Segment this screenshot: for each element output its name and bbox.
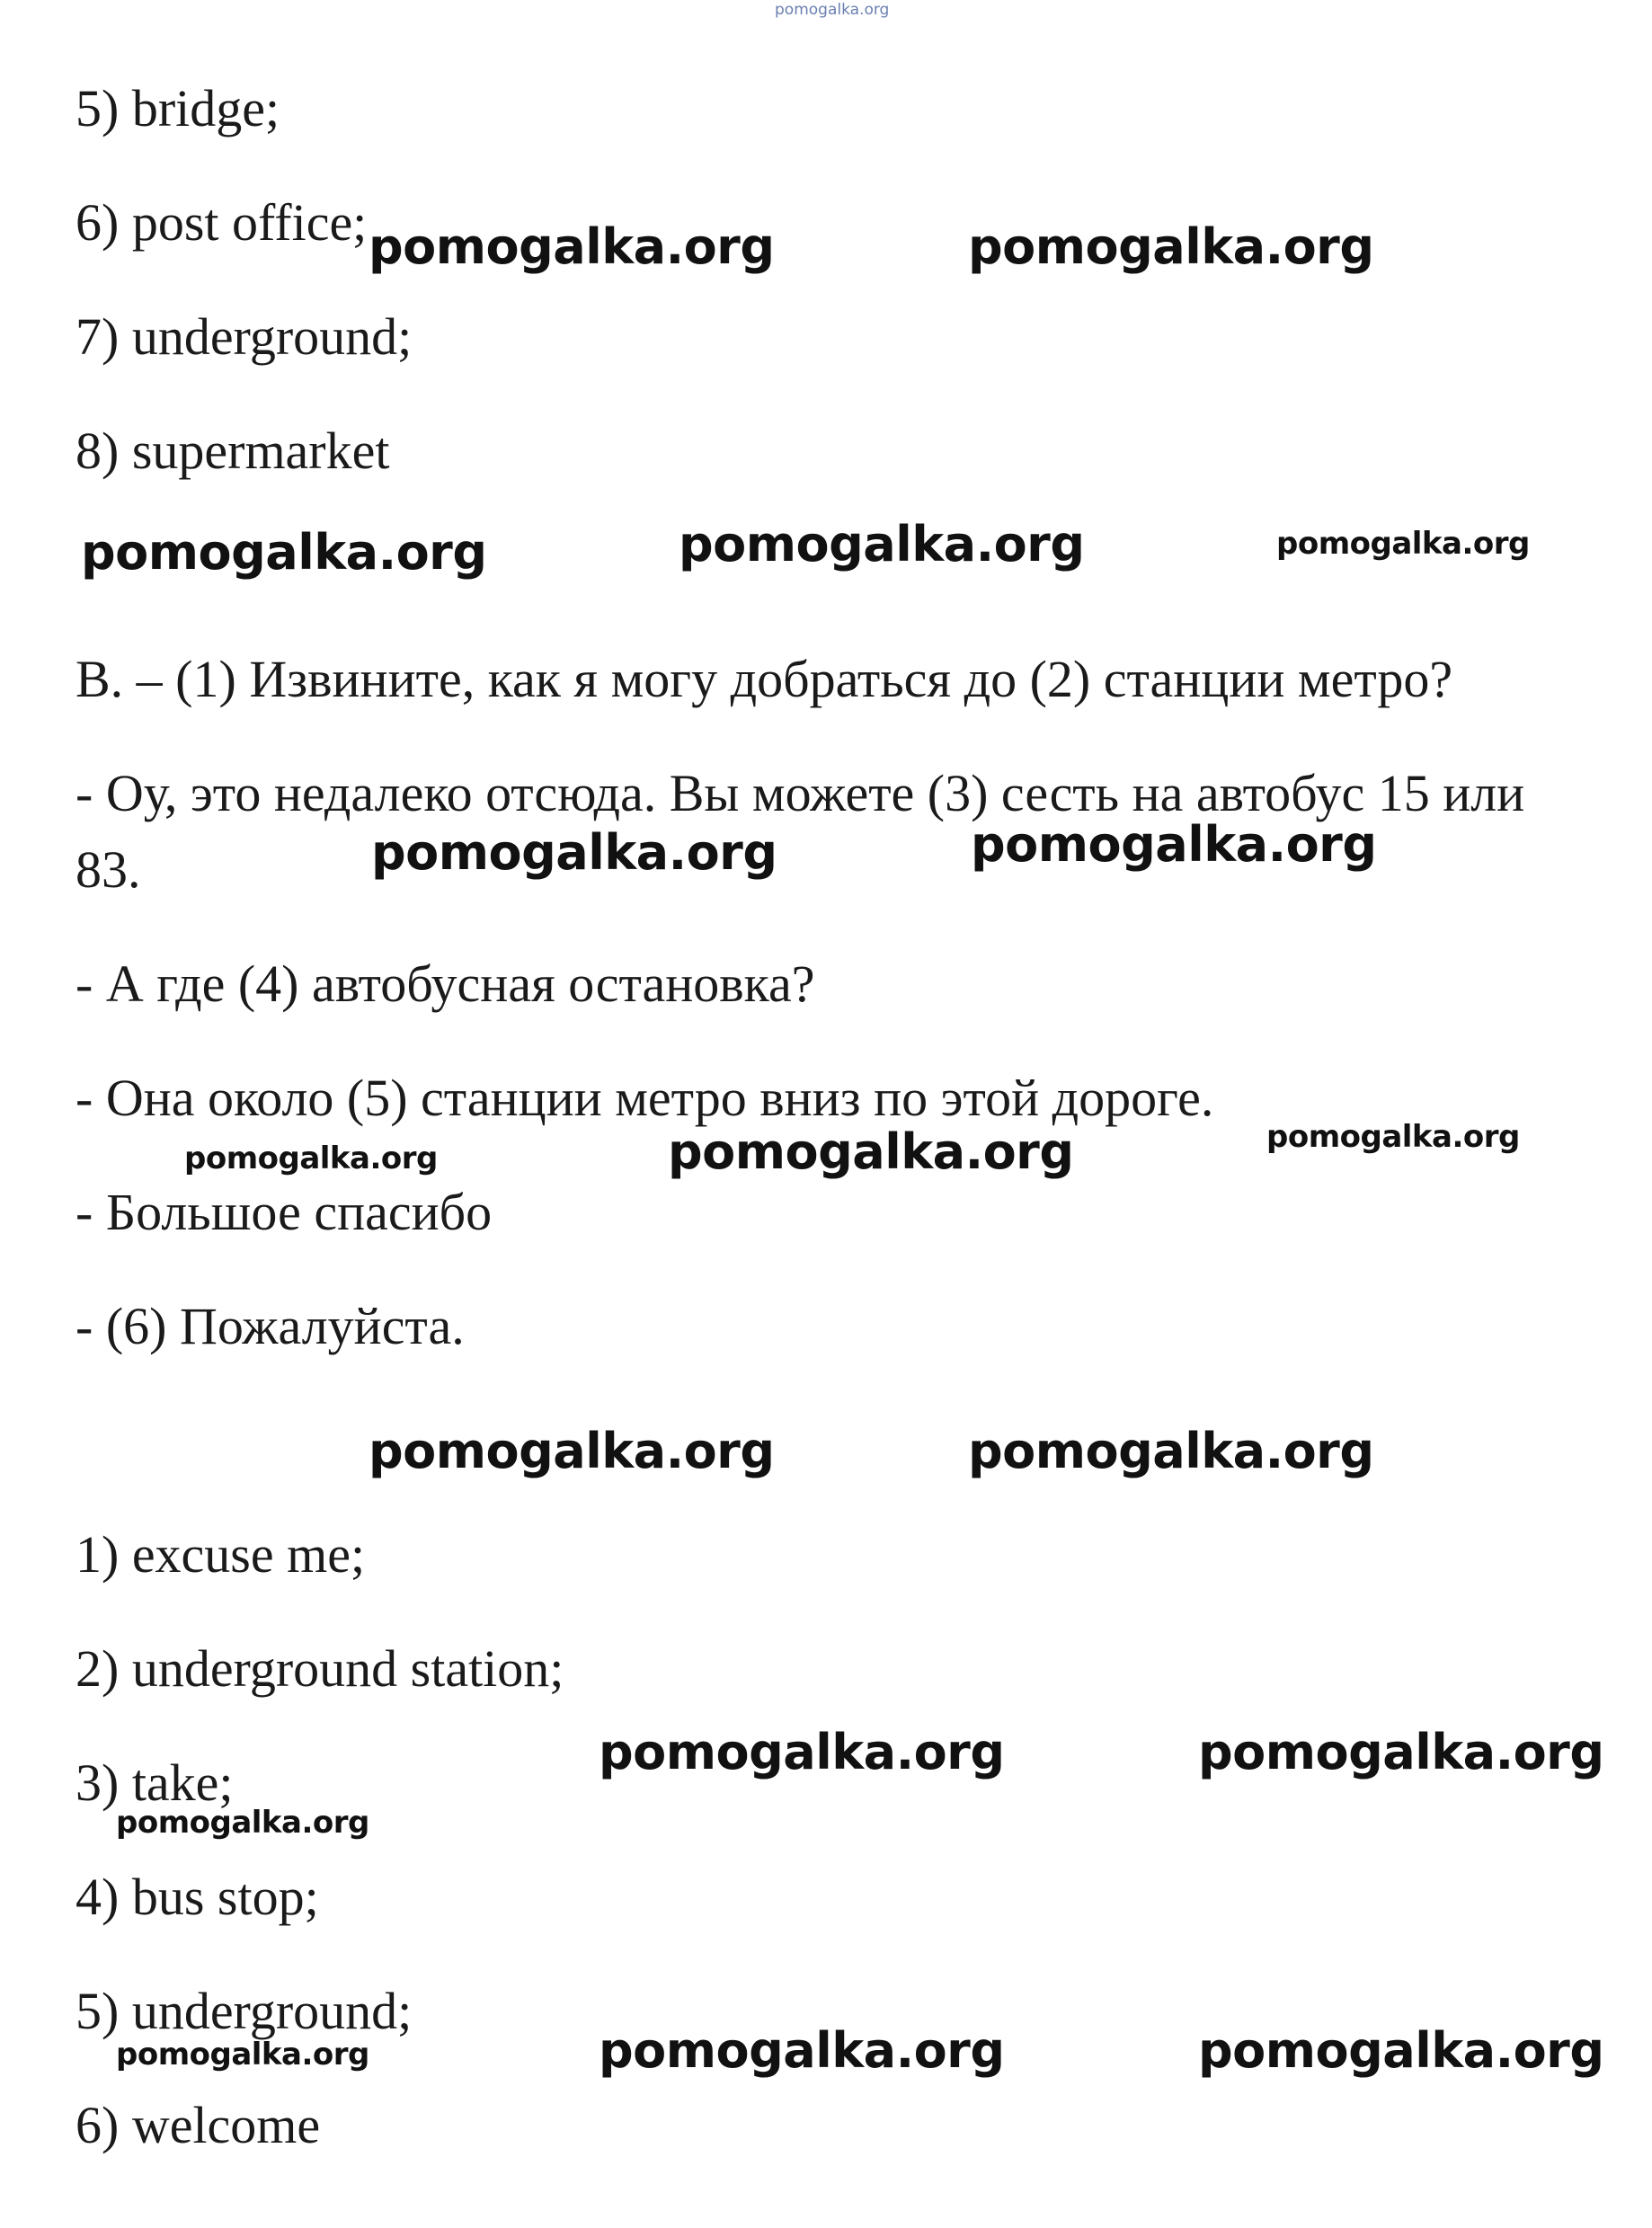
watermark: pomogalka.org (599, 2022, 1005, 2079)
list-b-item: 5) underground; (75, 1982, 413, 2040)
watermark: pomogalka.org (1198, 2022, 1604, 2079)
dialogue-line: - Оу, это недалеко отсюда. Вы можете (3) сесть на автобус 15 или (75, 764, 1525, 822)
watermark: pomogalka.org (1276, 526, 1530, 562)
top-watermark: pomogalka.org (775, 1, 890, 19)
dialogue-line: - Большое спасибо (75, 1183, 493, 1241)
list-a-item: 6) post office; (75, 193, 368, 252)
watermark: pomogalka.org (599, 1724, 1005, 1780)
list-a-item: 5) bridge; (75, 79, 280, 138)
watermark: pomogalka.org (371, 824, 777, 881)
dialogue-line: - Она около (5) станции метро вниз по этой дороге. (75, 1069, 1214, 1127)
list-a-item: 8) supermarket (75, 422, 390, 480)
list-b-item: 6) welcome (75, 2096, 321, 2154)
list-a-item: 7) underground; (75, 307, 413, 366)
watermark: pomogalka.org (1266, 1119, 1520, 1155)
watermark: pomogalka.org (116, 1805, 369, 1841)
dialogue-line: B. – (1) Извините, как я могу добраться до (2) станции метро? (75, 650, 1453, 708)
watermark: pomogalka.org (679, 516, 1085, 573)
watermark: pomogalka.org (369, 1423, 775, 1479)
watermark: pomogalka.org (116, 2037, 369, 2073)
watermark: pomogalka.org (369, 218, 775, 275)
watermark: pomogalka.org (971, 816, 1377, 873)
watermark: pomogalka.org (968, 218, 1374, 275)
list-b-item: 1) excuse me; (75, 1525, 366, 1584)
dialogue-line: 83. (75, 840, 141, 899)
watermark: pomogalka.org (968, 1423, 1374, 1479)
watermark: pomogalka.org (1198, 1724, 1604, 1780)
watermark: pomogalka.org (81, 524, 487, 581)
list-b-item: 4) bus stop; (75, 1868, 319, 1926)
list-b-item: 2) underground station; (75, 1639, 564, 1698)
list-b-item: 3) take; (75, 1753, 234, 1812)
dialogue-line: - (6) Пожалуйста. (75, 1297, 465, 1355)
dialogue-line: - А где (4) автобусная остановка? (75, 954, 815, 1013)
watermark: pomogalka.org (184, 1141, 438, 1176)
watermark: pomogalka.org (668, 1123, 1074, 1180)
